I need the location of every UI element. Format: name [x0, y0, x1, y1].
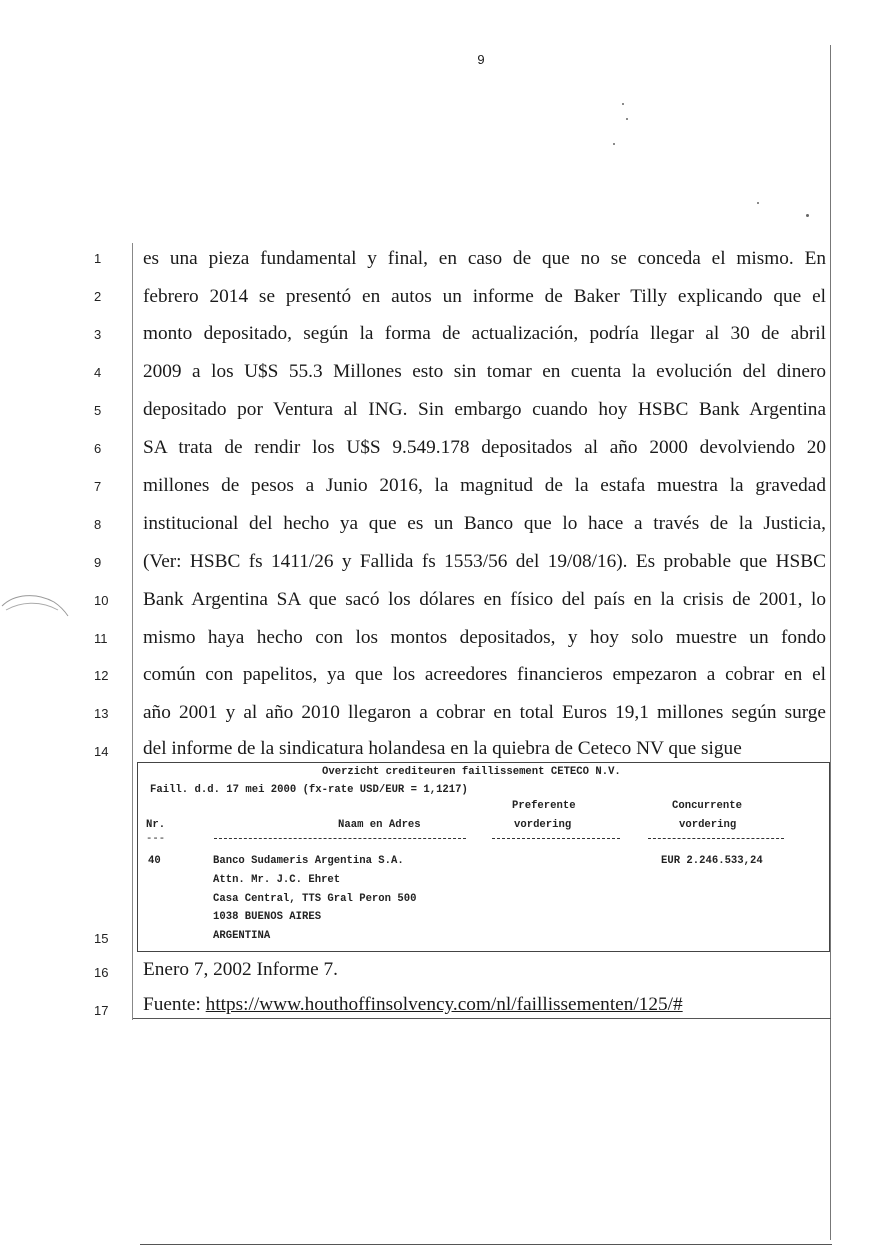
scan-speck	[626, 118, 628, 120]
line-number: 9	[94, 555, 102, 570]
right-margin-rule	[830, 45, 831, 1240]
line-number: 15	[94, 931, 109, 946]
col-header-concurrente-vordering: vordering	[679, 819, 737, 831]
row-nr: 40	[148, 855, 161, 867]
table-title: Overzicht crediteuren faillissement CETECO N.V.	[322, 766, 621, 778]
line-text: es una pieza fundamental y final, en caso de que no se conceda el mismo. En	[143, 248, 826, 269]
line-number: 2	[94, 289, 102, 304]
col-header-nr: Nr.	[146, 819, 166, 831]
scan-speck	[757, 202, 759, 204]
row-address-3: ARGENTINA	[213, 930, 271, 942]
col-header-concurrente: Concurrente	[672, 800, 742, 812]
line-number: 11	[94, 631, 108, 646]
line-number: 8	[94, 517, 102, 532]
scan-speck	[613, 143, 615, 145]
source-line	[143, 994, 683, 1016]
line-text: Bank Argentina SA que sacó los dólares en físico del país en la crisis de 2001, lo	[143, 589, 826, 610]
row-name: Banco Sudameris Argentina S.A.	[213, 855, 404, 867]
source-label: Fuente:	[143, 994, 201, 1015]
line-number: 3	[94, 327, 102, 342]
scan-speck	[806, 214, 809, 217]
dash-rule-preferente	[492, 838, 620, 839]
line-number: 17	[94, 1003, 109, 1018]
line-number: 13	[94, 706, 109, 721]
line-number: 16	[94, 965, 109, 980]
row-amount: EUR 2.246.533,24	[661, 855, 763, 867]
line-text: institucional del hecho ya que es un Banco que lo hace a través de la Justicia,	[143, 513, 826, 534]
line-number: 6	[94, 441, 102, 456]
col-header-preferente: Preferente	[512, 800, 576, 812]
footer-rule	[133, 1018, 831, 1019]
line-text: millones de pesos a Junio 2016, la magnitud de la estafa muestra la gravedad	[143, 475, 826, 496]
left-margin-rule	[132, 243, 133, 1020]
line-text: mismo haya hecho con los montos depositados, y hoy solo muestre un fondo	[143, 627, 826, 648]
line-number: 4	[94, 365, 102, 380]
col-header-naam: Naam en Adres	[338, 819, 421, 831]
source-date: Enero 7, 2002 Informe 7.	[143, 959, 338, 980]
col-header-preferente-vordering: vordering	[514, 819, 572, 831]
line-text: febrero 2014 se presentó en autos un informe de Baker Tilly explicando que el	[143, 286, 826, 307]
line-text: 2009 a los U$S 55.3 Millones esto sin tomar en cuenta la evolución del dinero	[143, 361, 826, 382]
line-number: 12	[94, 668, 109, 683]
row-address-1: Casa Central, TTS Gral Peron 500	[213, 893, 417, 905]
line-text: año 2001 y al año 2010 llegaron a cobrar en total Euros 19,1 millones según surge	[143, 702, 826, 723]
line-number: 1	[94, 251, 102, 266]
line-number: 5	[94, 403, 102, 418]
dash-rule-naam	[214, 838, 466, 839]
dash-rule-concurrente	[648, 838, 784, 839]
table-subtitle: Faill. d.d. 17 mei 2000 (fx-rate USD/EUR = 1,1217)	[150, 784, 468, 796]
row-attn: Attn. Mr. J.C. Ehret	[213, 874, 341, 886]
line-number: 14	[94, 744, 109, 759]
dashes-nr: ---	[146, 833, 166, 845]
line-text: común con papelitos, ya que los acreedores financieros empezaron a cobrar en el	[143, 664, 826, 685]
pencil-mark	[0, 588, 72, 628]
line-text: monto depositado, según la forma de actualización, podría llegar al 30 de abril	[143, 323, 826, 344]
page-number: 9	[477, 52, 485, 67]
line-number: 7	[94, 479, 102, 494]
line-text: depositado por Ventura al ING. Sin embargo cuando hoy HSBC Bank Argentina	[143, 399, 826, 420]
line-text: SA trata de rendir los U$S 9.549.178 depositados al año 2000 devolviendo 20	[143, 437, 826, 458]
line-text: del informe de la sindicatura holandesa en la quiebra de Ceteco NV que sigue	[143, 738, 742, 759]
row-address-2: 1038 BUENOS AIRES	[213, 911, 322, 923]
line-number: 10	[94, 593, 109, 608]
source-link[interactable]: https://www.houthoffinsolvency.com/nl/faillissementen/125/#	[205, 994, 683, 1015]
line-text: (Ver: HSBC fs 1411/26 y Fallida fs 1553/56 del 19/08/16). Es probable que HSBC	[143, 551, 826, 572]
bottom-rule	[140, 1244, 832, 1245]
scan-speck	[622, 103, 624, 105]
